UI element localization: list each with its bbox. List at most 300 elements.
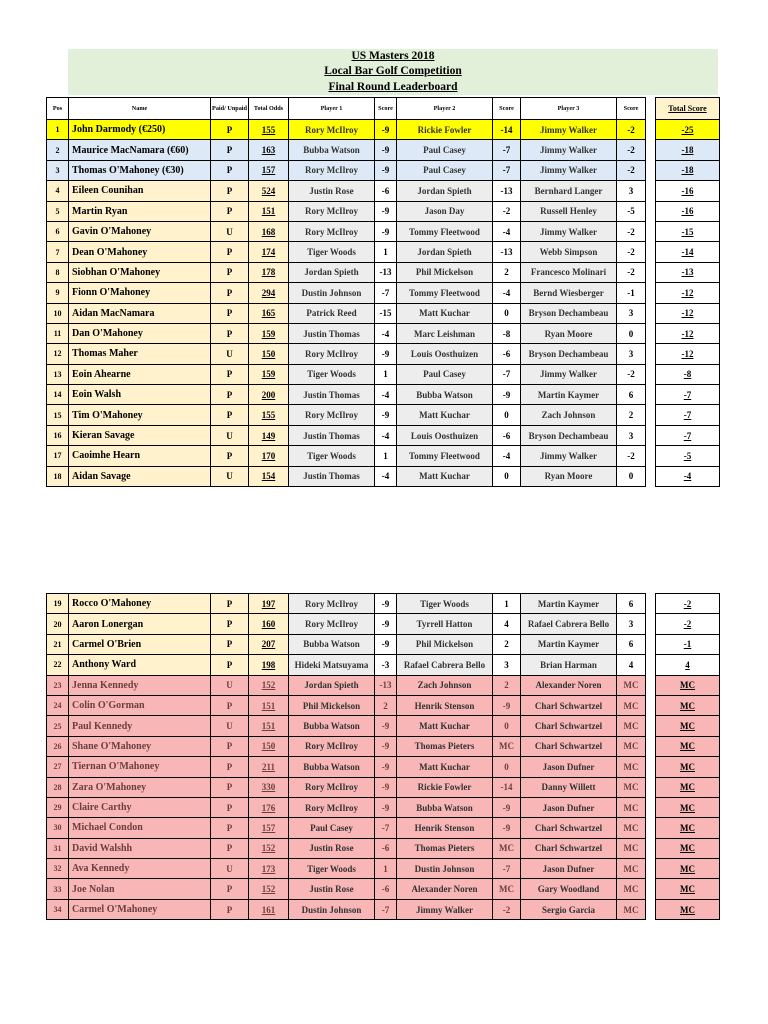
paid-status-cell: P bbox=[211, 655, 249, 675]
golfer3-cell: Alexander Noren bbox=[521, 675, 617, 695]
position-cell: 17 bbox=[47, 446, 69, 466]
total-score-cell: MC bbox=[656, 879, 720, 899]
total-score-cell: -7 bbox=[656, 405, 720, 425]
table-row bbox=[47, 695, 720, 715]
total-odds-cell: 174 bbox=[249, 242, 289, 262]
golfer3-cell: Bernd Wiesberger bbox=[521, 283, 617, 303]
golfer2-score-cell: -8 bbox=[493, 323, 521, 343]
golfer1-score-cell: -13 bbox=[375, 262, 397, 282]
competition-subtitle: Local Bar Golf Competition bbox=[324, 65, 462, 78]
player-name-cell: Dean O'Mahoney bbox=[69, 242, 211, 262]
golfer1-cell: Rory McIlroy bbox=[289, 160, 375, 180]
golfer3-cell: Bryson Dechambeau bbox=[521, 425, 617, 445]
player-name-cell: Aidan Savage bbox=[69, 466, 211, 486]
total-odds-cell: 176 bbox=[249, 797, 289, 817]
paid-status-cell: P bbox=[211, 262, 249, 282]
column-gap bbox=[646, 120, 656, 140]
golfer3-score-cell: 3 bbox=[617, 425, 646, 445]
golfer3-cell: Zach Johnson bbox=[521, 405, 617, 425]
golfer2-cell: Tiger Woods bbox=[397, 594, 493, 614]
golfer2-score-cell: -14 bbox=[493, 777, 521, 797]
total-score-cell: -18 bbox=[656, 160, 720, 180]
total-score-cell: MC bbox=[656, 838, 720, 858]
total-score-cell: MC bbox=[656, 757, 720, 777]
golfer1-score-cell: -9 bbox=[375, 777, 397, 797]
table-row bbox=[47, 364, 720, 384]
golfer2-cell: Rafael Cabrera Bello bbox=[397, 655, 493, 675]
total-odds-cell: 157 bbox=[249, 160, 289, 180]
golfer3-cell: Francesco Molinari bbox=[521, 262, 617, 282]
total-score-cell: MC bbox=[656, 797, 720, 817]
golfer3-cell: Jimmy Walker bbox=[521, 140, 617, 160]
paid-status-cell: U bbox=[211, 675, 249, 695]
table-row bbox=[47, 181, 720, 201]
table-row bbox=[47, 879, 720, 899]
golfer3-score-cell: 6 bbox=[617, 634, 646, 654]
table-row bbox=[47, 838, 720, 858]
total-score-cell: -16 bbox=[656, 201, 720, 221]
player-name-cell: Eoin Walsh bbox=[69, 385, 211, 405]
golfer1-cell: Tiger Woods bbox=[289, 446, 375, 466]
golfer1-score-cell: -9 bbox=[375, 120, 397, 140]
total-odds-cell: 159 bbox=[249, 323, 289, 343]
table-row bbox=[47, 859, 720, 879]
golfer3-cell: Jason Dufner bbox=[521, 859, 617, 879]
golfer2-score-cell: 0 bbox=[493, 716, 521, 736]
column-gap bbox=[646, 634, 656, 654]
golfer1-score-cell: -15 bbox=[375, 303, 397, 323]
golfer3-score-cell: MC bbox=[617, 797, 646, 817]
paid-status-cell: P bbox=[211, 594, 249, 614]
golfer2-cell: Zach Johnson bbox=[397, 675, 493, 695]
player-name-cell: Jenna Kennedy bbox=[69, 675, 211, 695]
golfer1-cell: Rory McIlroy bbox=[289, 736, 375, 756]
total-score-cell: -7 bbox=[656, 385, 720, 405]
golfer3-score-cell: MC bbox=[617, 695, 646, 715]
golfer2-score-cell: -7 bbox=[493, 140, 521, 160]
table-row bbox=[47, 899, 720, 919]
paid-status-cell: P bbox=[211, 385, 249, 405]
player-name-cell: Aidan MacNamara bbox=[69, 303, 211, 323]
total-odds-cell: 150 bbox=[249, 344, 289, 364]
leaderboard-table-top bbox=[46, 97, 720, 487]
golfer1-cell: Paul Casey bbox=[289, 818, 375, 838]
table-row bbox=[47, 446, 720, 466]
golfer2-score-cell: -9 bbox=[493, 695, 521, 715]
paid-status-cell: P bbox=[211, 777, 249, 797]
golfer1-score-cell: 1 bbox=[375, 446, 397, 466]
golfer1-score-cell: -7 bbox=[375, 899, 397, 919]
golfer1-score-cell: 1 bbox=[375, 242, 397, 262]
golfer1-cell: Tiger Woods bbox=[289, 242, 375, 262]
golfer3-score-cell: -2 bbox=[617, 242, 646, 262]
player-name-cell: Paul Kennedy bbox=[69, 716, 211, 736]
golfer2-score-cell: -9 bbox=[493, 818, 521, 838]
golfer1-score-cell: -9 bbox=[375, 344, 397, 364]
table-row bbox=[47, 160, 720, 180]
table-row bbox=[47, 262, 720, 282]
table-row bbox=[47, 140, 720, 160]
golfer2-cell: Tommy Fleetwood bbox=[397, 446, 493, 466]
table-row bbox=[47, 757, 720, 777]
golfer1-score-cell: -4 bbox=[375, 385, 397, 405]
golfer1-cell: Tiger Woods bbox=[289, 364, 375, 384]
golfer3-score-cell: 3 bbox=[617, 181, 646, 201]
position-cell: 26 bbox=[47, 736, 69, 756]
position-cell: 18 bbox=[47, 466, 69, 486]
table-row bbox=[47, 385, 720, 405]
golfer2-cell: Thomas Pieters bbox=[397, 838, 493, 858]
golfer3-cell: Jimmy Walker bbox=[521, 160, 617, 180]
paid-status-cell: P bbox=[211, 818, 249, 838]
golfer1-cell: Justin Thomas bbox=[289, 425, 375, 445]
table-row bbox=[47, 283, 720, 303]
table-row bbox=[47, 120, 720, 140]
header-name: Name bbox=[69, 98, 211, 120]
golfer3-score-cell: MC bbox=[617, 777, 646, 797]
total-score-cell: -12 bbox=[656, 303, 720, 323]
paid-status-cell: P bbox=[211, 695, 249, 715]
paid-status-cell: P bbox=[211, 446, 249, 466]
column-gap bbox=[646, 594, 656, 614]
golfer1-score-cell: -6 bbox=[375, 879, 397, 899]
position-cell: 8 bbox=[47, 262, 69, 282]
column-gap bbox=[646, 425, 656, 445]
golfer1-cell: Justin Rose bbox=[289, 181, 375, 201]
position-cell: 12 bbox=[47, 344, 69, 364]
table-row bbox=[47, 425, 720, 445]
total-odds-cell: 160 bbox=[249, 614, 289, 634]
total-odds-cell: 294 bbox=[249, 283, 289, 303]
golfer3-score-cell: -2 bbox=[617, 446, 646, 466]
total-odds-cell: 178 bbox=[249, 262, 289, 282]
header-paid: Paid/ Unpaid bbox=[211, 98, 249, 120]
golfer2-score-cell: 0 bbox=[493, 303, 521, 323]
total-score-cell: MC bbox=[656, 675, 720, 695]
position-cell: 19 bbox=[47, 594, 69, 614]
golfer3-score-cell: -2 bbox=[617, 120, 646, 140]
total-score-cell: -14 bbox=[656, 242, 720, 262]
golfer2-cell: Matt Kuchar bbox=[397, 303, 493, 323]
player-name-cell: Joe Nolan bbox=[69, 879, 211, 899]
player-name-cell: Shane O'Mahoney bbox=[69, 736, 211, 756]
header-score2: Score bbox=[493, 98, 521, 120]
golfer1-score-cell: 1 bbox=[375, 364, 397, 384]
golfer3-cell: Bernhard Langer bbox=[521, 181, 617, 201]
golfer1-score-cell: -9 bbox=[375, 140, 397, 160]
golfer2-cell: Jordan Spieth bbox=[397, 242, 493, 262]
player-name-cell: Rocco O'Mahoney bbox=[69, 594, 211, 614]
golfer1-score-cell: -4 bbox=[375, 466, 397, 486]
golfer2-cell: Tyrrell Hatton bbox=[397, 614, 493, 634]
total-odds-cell: 151 bbox=[249, 201, 289, 221]
golfer3-score-cell: MC bbox=[617, 818, 646, 838]
column-gap bbox=[646, 675, 656, 695]
total-odds-cell: 330 bbox=[249, 777, 289, 797]
golfer3-cell: Jimmy Walker bbox=[521, 446, 617, 466]
total-odds-cell: 161 bbox=[249, 899, 289, 919]
golfer3-score-cell: -2 bbox=[617, 160, 646, 180]
table-row bbox=[47, 344, 720, 364]
golfer2-score-cell: -13 bbox=[493, 181, 521, 201]
header-score3: Score bbox=[617, 98, 646, 120]
total-score-cell: -4 bbox=[656, 466, 720, 486]
total-odds-cell: 152 bbox=[249, 838, 289, 858]
golfer3-score-cell: MC bbox=[617, 879, 646, 899]
total-score-cell: -16 bbox=[656, 181, 720, 201]
golfer1-cell: Justin Thomas bbox=[289, 466, 375, 486]
paid-status-cell: P bbox=[211, 879, 249, 899]
golfer1-cell: Jordan Spieth bbox=[289, 262, 375, 282]
total-score-cell: -7 bbox=[656, 425, 720, 445]
golfer1-score-cell: 1 bbox=[375, 859, 397, 879]
total-odds-cell: 151 bbox=[249, 695, 289, 715]
golfer1-cell: Justin Thomas bbox=[289, 385, 375, 405]
column-gap bbox=[646, 140, 656, 160]
golfer1-score-cell: -6 bbox=[375, 838, 397, 858]
player-name-cell: Kieran Savage bbox=[69, 425, 211, 445]
golfer2-cell: Paul Casey bbox=[397, 140, 493, 160]
golfer2-cell: Matt Kuchar bbox=[397, 466, 493, 486]
golfer3-score-cell: -2 bbox=[617, 221, 646, 241]
paid-status-cell: U bbox=[211, 425, 249, 445]
table-row bbox=[47, 777, 720, 797]
player-name-cell: Thomas Maher bbox=[69, 344, 211, 364]
column-gap bbox=[646, 160, 656, 180]
position-cell: 3 bbox=[47, 160, 69, 180]
total-score-cell: MC bbox=[656, 818, 720, 838]
golfer2-cell: Alexander Noren bbox=[397, 879, 493, 899]
golfer1-score-cell: -4 bbox=[375, 323, 397, 343]
paid-status-cell: P bbox=[211, 201, 249, 221]
golfer1-cell: Phil Mickelson bbox=[289, 695, 375, 715]
golfer3-cell: Charl Schwartzel bbox=[521, 695, 617, 715]
total-score-cell: -13 bbox=[656, 262, 720, 282]
paid-status-cell: U bbox=[211, 716, 249, 736]
golfer2-cell: Bubba Watson bbox=[397, 385, 493, 405]
column-gap bbox=[646, 716, 656, 736]
golfer2-cell: Paul Casey bbox=[397, 364, 493, 384]
golfer3-score-cell: MC bbox=[617, 859, 646, 879]
golfer3-score-cell: MC bbox=[617, 838, 646, 858]
golfer2-score-cell: -9 bbox=[493, 385, 521, 405]
header-score1: Score bbox=[375, 98, 397, 120]
player-name-cell: David Walshh bbox=[69, 838, 211, 858]
golfer3-cell: Gary Woodland bbox=[521, 879, 617, 899]
total-odds-cell: 149 bbox=[249, 425, 289, 445]
golfer1-cell: Dustin Johnson bbox=[289, 899, 375, 919]
total-score-cell: MC bbox=[656, 777, 720, 797]
column-gap bbox=[646, 879, 656, 899]
position-cell: 10 bbox=[47, 303, 69, 323]
golfer1-cell: Hideki Matsuyama bbox=[289, 655, 375, 675]
paid-status-cell: P bbox=[211, 283, 249, 303]
column-gap bbox=[646, 446, 656, 466]
total-odds-cell: 152 bbox=[249, 879, 289, 899]
position-cell: 32 bbox=[47, 859, 69, 879]
golfer1-score-cell: -9 bbox=[375, 736, 397, 756]
table-row bbox=[47, 634, 720, 654]
paid-status-cell: P bbox=[211, 838, 249, 858]
paid-status-cell: P bbox=[211, 181, 249, 201]
total-odds-cell: 165 bbox=[249, 303, 289, 323]
golfer2-cell: Thomas Pieters bbox=[397, 736, 493, 756]
golfer2-score-cell: 3 bbox=[493, 655, 521, 675]
golfer1-cell: Rory McIlroy bbox=[289, 221, 375, 241]
golfer1-cell: Rory McIlroy bbox=[289, 797, 375, 817]
column-gap bbox=[646, 201, 656, 221]
leaderboard-heading: Final Round Leaderboard bbox=[328, 80, 458, 93]
player-name-cell: Dan O'Mahoney bbox=[69, 323, 211, 343]
golfer3-cell: Russell Henley bbox=[521, 201, 617, 221]
golfer1-cell: Rory McIlroy bbox=[289, 777, 375, 797]
player-name-cell: Caoimhe Hearn bbox=[69, 446, 211, 466]
position-cell: 20 bbox=[47, 614, 69, 634]
column-gap bbox=[646, 283, 656, 303]
golfer2-score-cell: 1 bbox=[493, 594, 521, 614]
table-row bbox=[47, 818, 720, 838]
player-name-cell: Eoin Ahearne bbox=[69, 364, 211, 384]
golfer3-score-cell: -2 bbox=[617, 262, 646, 282]
paid-status-cell: U bbox=[211, 221, 249, 241]
player-name-cell: Michael Condon bbox=[69, 818, 211, 838]
golfer1-cell: Rory McIlroy bbox=[289, 405, 375, 425]
golfer3-score-cell: MC bbox=[617, 899, 646, 919]
header-total: Total Score bbox=[656, 98, 720, 120]
golfer2-score-cell: -7 bbox=[493, 859, 521, 879]
position-cell: 13 bbox=[47, 364, 69, 384]
table-row bbox=[47, 242, 720, 262]
golfer1-score-cell: 2 bbox=[375, 695, 397, 715]
golfer1-score-cell: -9 bbox=[375, 160, 397, 180]
total-score-cell: -18 bbox=[656, 140, 720, 160]
column-gap bbox=[646, 221, 656, 241]
position-cell: 31 bbox=[47, 838, 69, 858]
total-odds-cell: 151 bbox=[249, 716, 289, 736]
position-cell: 16 bbox=[47, 425, 69, 445]
golfer3-score-cell: -1 bbox=[617, 283, 646, 303]
golfer3-cell: Sergio Garcia bbox=[521, 899, 617, 919]
total-score-cell: MC bbox=[656, 899, 720, 919]
table-row bbox=[47, 323, 720, 343]
golfer2-score-cell: -13 bbox=[493, 242, 521, 262]
golfer2-score-cell: -6 bbox=[493, 425, 521, 445]
column-gap bbox=[646, 242, 656, 262]
header-player3: Player 3 bbox=[521, 98, 617, 120]
column-gap bbox=[646, 323, 656, 343]
column-gap bbox=[646, 655, 656, 675]
total-score-cell: -12 bbox=[656, 344, 720, 364]
golfer2-score-cell: 0 bbox=[493, 405, 521, 425]
table-row bbox=[47, 201, 720, 221]
table-row bbox=[47, 716, 720, 736]
column-gap bbox=[646, 736, 656, 756]
golfer1-score-cell: -7 bbox=[375, 818, 397, 838]
position-cell: 34 bbox=[47, 899, 69, 919]
position-cell: 29 bbox=[47, 797, 69, 817]
golfer1-cell: Bubba Watson bbox=[289, 634, 375, 654]
golfer2-score-cell: 0 bbox=[493, 757, 521, 777]
golfer2-cell: Henrik Stenson bbox=[397, 695, 493, 715]
golfer3-cell: Danny Willett bbox=[521, 777, 617, 797]
golfer1-score-cell: -7 bbox=[375, 283, 397, 303]
column-gap bbox=[646, 818, 656, 838]
column-gap bbox=[646, 777, 656, 797]
position-cell: 30 bbox=[47, 818, 69, 838]
golfer3-cell: Charl Schwartzel bbox=[521, 716, 617, 736]
golfer2-score-cell: MC bbox=[493, 879, 521, 899]
position-cell: 22 bbox=[47, 655, 69, 675]
total-odds-cell: 198 bbox=[249, 655, 289, 675]
total-score-cell: MC bbox=[656, 736, 720, 756]
golfer1-cell: Dustin Johnson bbox=[289, 283, 375, 303]
player-name-cell: Carmel O'Mahoney bbox=[69, 899, 211, 919]
column-gap bbox=[646, 859, 656, 879]
golfer1-score-cell: -9 bbox=[375, 221, 397, 241]
column-gap bbox=[646, 466, 656, 486]
player-name-cell: Thomas O'Mahoney (€30) bbox=[69, 160, 211, 180]
golfer2-cell: Rickie Fowler bbox=[397, 777, 493, 797]
golfer3-cell: Martin Kaymer bbox=[521, 634, 617, 654]
golfer3-score-cell: 6 bbox=[617, 594, 646, 614]
column-gap bbox=[646, 344, 656, 364]
table-row bbox=[47, 303, 720, 323]
golfer2-score-cell: -2 bbox=[493, 201, 521, 221]
column-gap bbox=[646, 98, 656, 120]
golfer1-score-cell: -4 bbox=[375, 425, 397, 445]
total-odds-cell: 200 bbox=[249, 385, 289, 405]
column-gap bbox=[646, 385, 656, 405]
position-cell: 23 bbox=[47, 675, 69, 695]
golfer1-score-cell: -9 bbox=[375, 594, 397, 614]
golfer1-score-cell: -3 bbox=[375, 655, 397, 675]
player-name-cell: Tiernan O'Mahoney bbox=[69, 757, 211, 777]
golfer3-cell: Rafael Cabrera Bello bbox=[521, 614, 617, 634]
player-name-cell: Carmel O'Brien bbox=[69, 634, 211, 654]
golfer1-cell: Rory McIlroy bbox=[289, 201, 375, 221]
table-row bbox=[47, 736, 720, 756]
golfer3-score-cell: 3 bbox=[617, 614, 646, 634]
golfer2-cell: Tommy Fleetwood bbox=[397, 221, 493, 241]
header-player1: Player 1 bbox=[289, 98, 375, 120]
golfer1-cell: Bubba Watson bbox=[289, 757, 375, 777]
position-cell: 5 bbox=[47, 201, 69, 221]
player-name-cell: Siobhan O'Mahoney bbox=[69, 262, 211, 282]
golfer1-cell: Tiger Woods bbox=[289, 859, 375, 879]
golfer2-score-cell: 2 bbox=[493, 262, 521, 282]
total-score-cell: -1 bbox=[656, 634, 720, 654]
golfer3-cell: Jimmy Walker bbox=[521, 221, 617, 241]
total-score-cell: -5 bbox=[656, 446, 720, 466]
golfer3-cell: Jimmy Walker bbox=[521, 364, 617, 384]
competition-title: US Masters 2018 bbox=[351, 50, 435, 62]
golfer3-cell: Bryson Dechambeau bbox=[521, 344, 617, 364]
column-gap bbox=[646, 614, 656, 634]
golfer3-cell: Charl Schwartzel bbox=[521, 818, 617, 838]
paid-status-cell: P bbox=[211, 634, 249, 654]
player-name-cell: Claire Carthy bbox=[69, 797, 211, 817]
header-player2: Player 2 bbox=[397, 98, 493, 120]
player-name-cell: Fionn O'Mahoney bbox=[69, 283, 211, 303]
golfer1-score-cell: -9 bbox=[375, 201, 397, 221]
paid-status-cell: P bbox=[211, 303, 249, 323]
golfer3-cell: Jason Dufner bbox=[521, 757, 617, 777]
golfer2-cell: Phil Mickelson bbox=[397, 634, 493, 654]
total-odds-cell: 154 bbox=[249, 466, 289, 486]
golfer2-cell: Paul Casey bbox=[397, 160, 493, 180]
golfer3-cell: Jason Dufner bbox=[521, 797, 617, 817]
header-odds: Total Odds bbox=[249, 98, 289, 120]
